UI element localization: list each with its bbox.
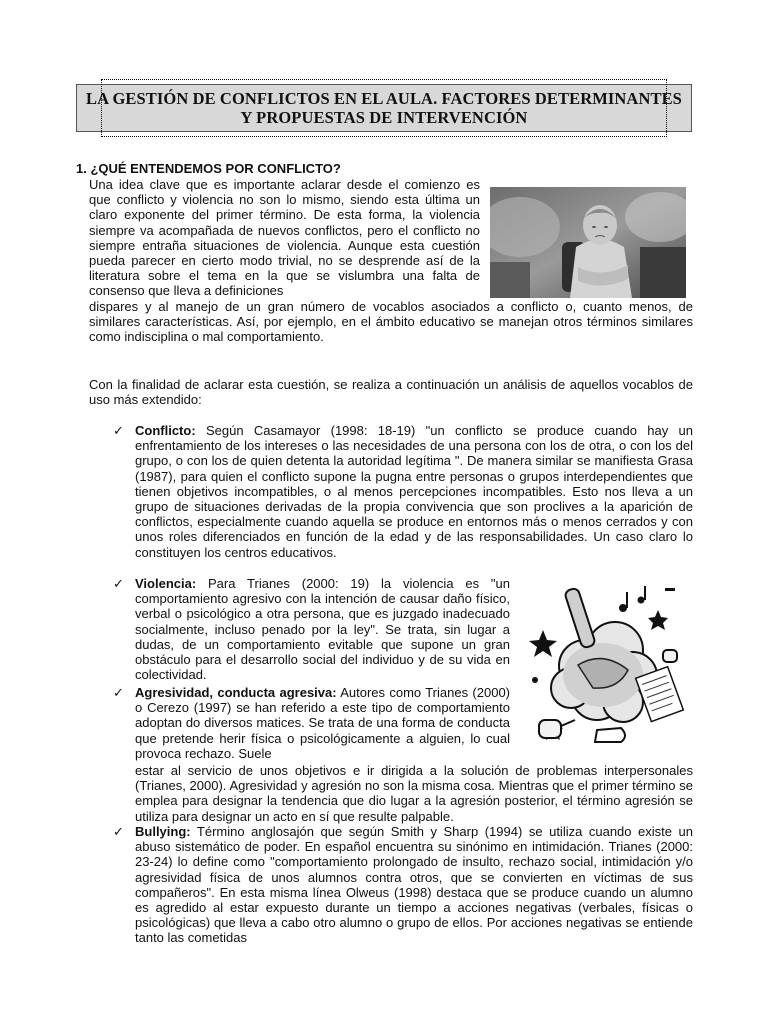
checkmark-icon: ✓ — [113, 685, 124, 700]
fight-cartoon-illustration — [523, 570, 688, 755]
document-title-line1: LA GESTIÓN DE CONFLICTOS EN EL AULA. FACTORES DETERMINANTES — [86, 89, 682, 108]
definition-bullying: Término anglosajón que según Smith y Sharp (1994) se utiliza cuando existe un abuso sistemático de poder. En español encuentra su sinónimo en intimidación. Trianes (2000: 23-24) lo define como "comportamiento prolongado de insulto, rechazo social, intimidación y/o agresividad física de unos alumnos contra otros, que se convierten en víctimas de sus compañeros". En esta misma línea Olweus (1998) destaca que se produce cuando un alumno es agredido al estar expuesto durante un tiempo a acciones negativas (verbales, físicas o psicológicas) que lleva a cabo otro alumno o grupo de ellos. Por acciones negativas se entiende tanto las cometidas — [135, 824, 693, 946]
sad-child-photo — [490, 187, 686, 298]
definition-agresividad: Autores como Trianes (2000) o Cerezo (1997) se han referido a este tipo de comportamiento adoptan do diversos matices. Se trata de una forma de conducta que pretende herir física o psicológicamente a alguien, lo cual provoca rechazo. Suele — [135, 685, 511, 761]
list-item-agresividad — [113, 685, 511, 761]
definition-violencia: Para Trianes (2000: 19) la violencia es "un comportamiento agresivo con la intención de causar daño físico, verbal o psicológico a otra persona, que es juzgado inadecuado socialmente, incluso penado por la ley". Se trata, sin lugar a dudas, de un comportamiento evitable que supone un gran obstáculo para el desarrollo social del individuo y de su vida en colectividad. — [135, 576, 510, 683]
checkmark-icon: ✓ — [113, 423, 124, 438]
list-item-conflicto — [113, 423, 693, 560]
intro-paragraph-full: dispares y al manejo de un gran número de vocablos asociados a conflicto o, cuanto menos, de similares características. Así, por ejemplo, en el ámbito educativo se manejan otros términos similares como indisciplina o mal comportamiento. — [89, 299, 693, 345]
section-heading: 1. ¿QUÉ ENTENDEMOS POR CONFLICTO? — [76, 161, 341, 176]
definition-conflicto: Según Casamayor (1998: 18-19) "un conflicto se produce cuando hay un enfrentamiento de los intereses o las necesidades de una persona con los de otra, o con los del grupo, o con los de quien detenta la autoridad legítima ". De manera similar se manifiesta Grasa (1987), para quien el conflicto supone la pugna entre personas o grupos interdependientes que tienen objetivos incompatibles, o al menos percepciones incompatibles. Esto nos lleva a un grupo de situaciones derivadas de la propia convivencia que son proclives a la aparición de conflictos, especialmente cuando aquella se produce en entornos más o menos cerrados y con unos roles diferenciados en función de la edad y de las responsabilidades. Un caso claro lo constituyen los centros educativos. — [135, 423, 693, 560]
term-bullying: Bullying: — [135, 824, 191, 839]
term-violencia: Violencia: — [135, 576, 197, 591]
term-agresividad: Agresividad, conducta agresiva: — [135, 685, 337, 700]
list-item-violencia — [113, 576, 510, 683]
definition-agresividad-continued: estar al servicio de unos objetivos e ir dirigida a la solución de problemas interpersonales (Trianes, 2000). Agresividad y agresión no son la misma cosa. Mientras que el primer término se emplea para designar la tendencia que dio lugar a la agresión posterior, el término agresión se utiliza para designar un acto en sí que resulte palpable. — [135, 763, 693, 824]
document-title-box — [76, 84, 692, 132]
checkmark-icon: ✓ — [113, 824, 124, 839]
list-item-bullying — [113, 824, 693, 946]
document-title-line2: Y PROPUESTAS DE INTERVENCIÓN — [240, 108, 528, 127]
term-conflicto: Conflicto: — [135, 423, 196, 438]
intro-paragraph-wrapped: Una idea clave que es importante aclarar desde el comienzo es que conflicto y violencia no son lo mismo, siendo esta última un claro exponente del primer término. De esta forma, la violencia siempre va acompañada de nuevos conflictos, pero el conflicto no siempre entraña situaciones de violencia. Aunque esta cuestión pueda parecer en cierto modo trivial, no se desprende así de la literatura sobre el tema en la que se vislumbra una falta de consenso que lleva a definiciones — [89, 177, 480, 299]
paragraph-analysis-intro: Con la finalidad de aclarar esta cuestión, se realiza a continuación un análisis de aquellos vocablos de uso más extendido: — [89, 377, 693, 408]
checkmark-icon: ✓ — [113, 576, 124, 591]
